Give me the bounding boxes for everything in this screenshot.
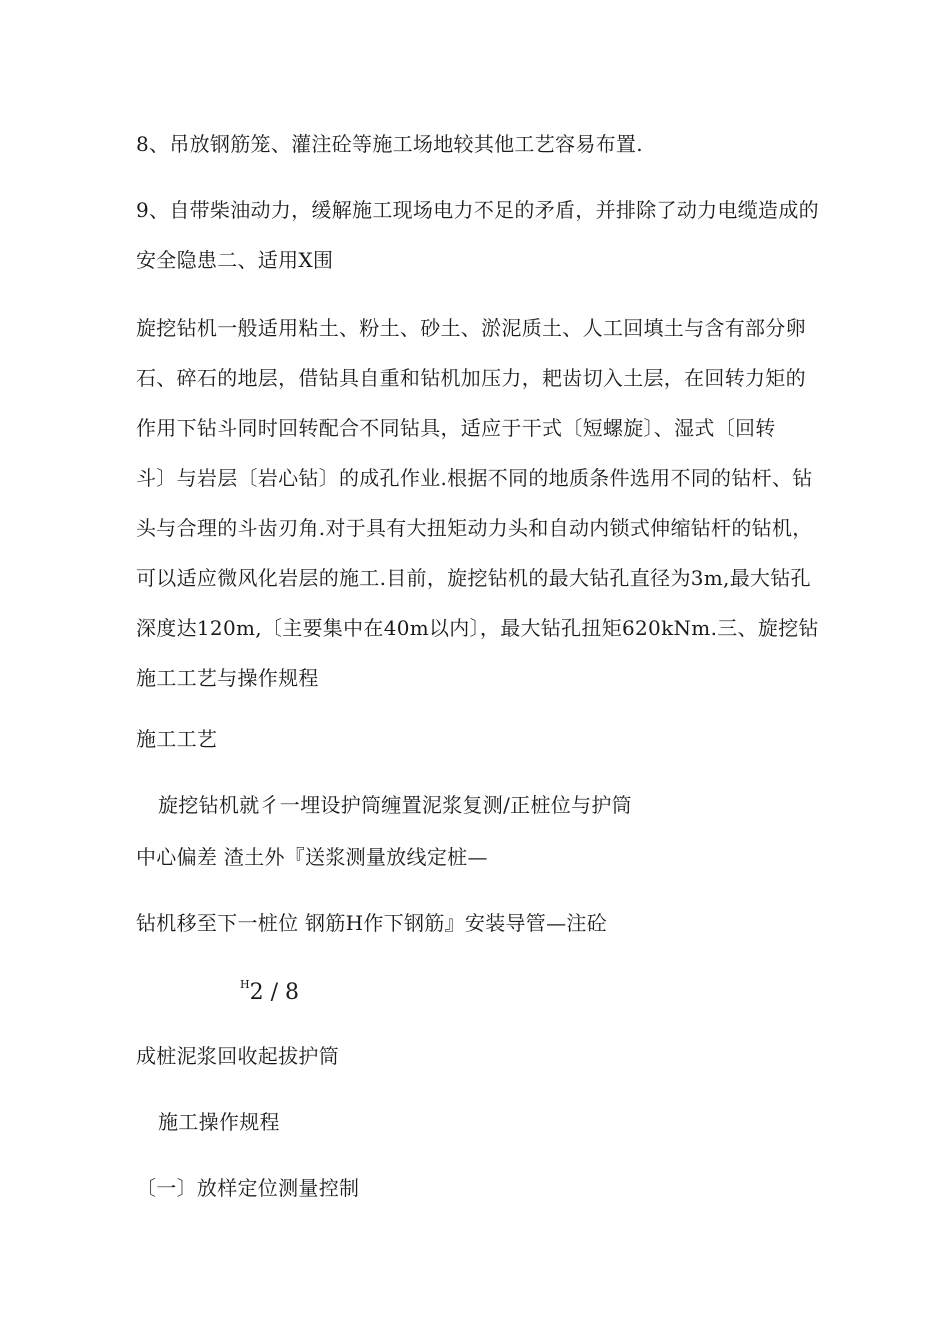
section-1-heading: 〔一〕放样定位测量控制 [136, 1176, 360, 1200]
item-9-line-2: 安全隐患二、适用X围 [136, 248, 334, 272]
scope-line-8: 施工工艺与操作规程 [136, 666, 319, 690]
item-8-text: 8、吊放钢筋笼、灌注砼等施工场地较其他工艺容易布置. [136, 132, 643, 156]
flow-line-3: 钻机移至下一桩位 钢筋H作下钢筋』安装导管—注砼 [136, 911, 607, 935]
item-9-line-1: 9、自带柴油动力，缓解施工现场电力不足的矛盾，并排除了动力电缆造成的 [136, 198, 819, 222]
item-9-paragraph [136, 185, 831, 285]
operation-heading: 施工操作规程 [158, 1110, 280, 1134]
scope-line-5: 头与合理的斗齿刃角.对于具有大扭矩动力头和自动内锁式伸缩钻杆的钻机， [136, 516, 813, 540]
process-heading: 施工工艺 [136, 727, 218, 751]
flow-line-2: 中心偏差 渣土外『送浆测量放线定桩— [136, 845, 488, 869]
page-number [240, 980, 299, 1005]
flow-line-1: 旋挖钻机就彳一埋设护筒缠置泥浆复测/正桩位与护筒 [158, 793, 632, 817]
scope-line-2: 石、碎石的地层，借钻具自重和钻机加压力，耙齿切入土层，在回转力矩的 [136, 366, 806, 390]
page-marker-superscript: H [240, 978, 250, 991]
scope-line-4: 斗〕与岩层〔岩心钻〕的成孔作业.根据不同的地质条件选用不同的钻杆、钻 [136, 466, 813, 490]
flow-line-4: 成桩泥浆回收起拔护筒 [136, 1044, 339, 1068]
scope-line-6: 可以适应微风化岩层的施工.目前，旋挖钻机的最大钻孔直径为3m,最大钻孔 [136, 566, 811, 590]
scope-line-7: 深度达120m,〔主要集中在40m以内〕，最大钻孔扭矩620kNm.三、旋挖钻 [136, 616, 819, 640]
page-number-text: 2 / 8 [249, 980, 299, 1005]
scope-paragraph [136, 303, 831, 703]
scope-line-3: 作用下钻斗同时回转配合不同钻具，适应于干式〔短螺旋〕、湿式〔回转 [136, 416, 776, 440]
scope-line-1: 旋挖钻机一般适用粘土、粉土、砂土、淤泥质土、人工回填土与含有部分卵 [136, 316, 806, 340]
